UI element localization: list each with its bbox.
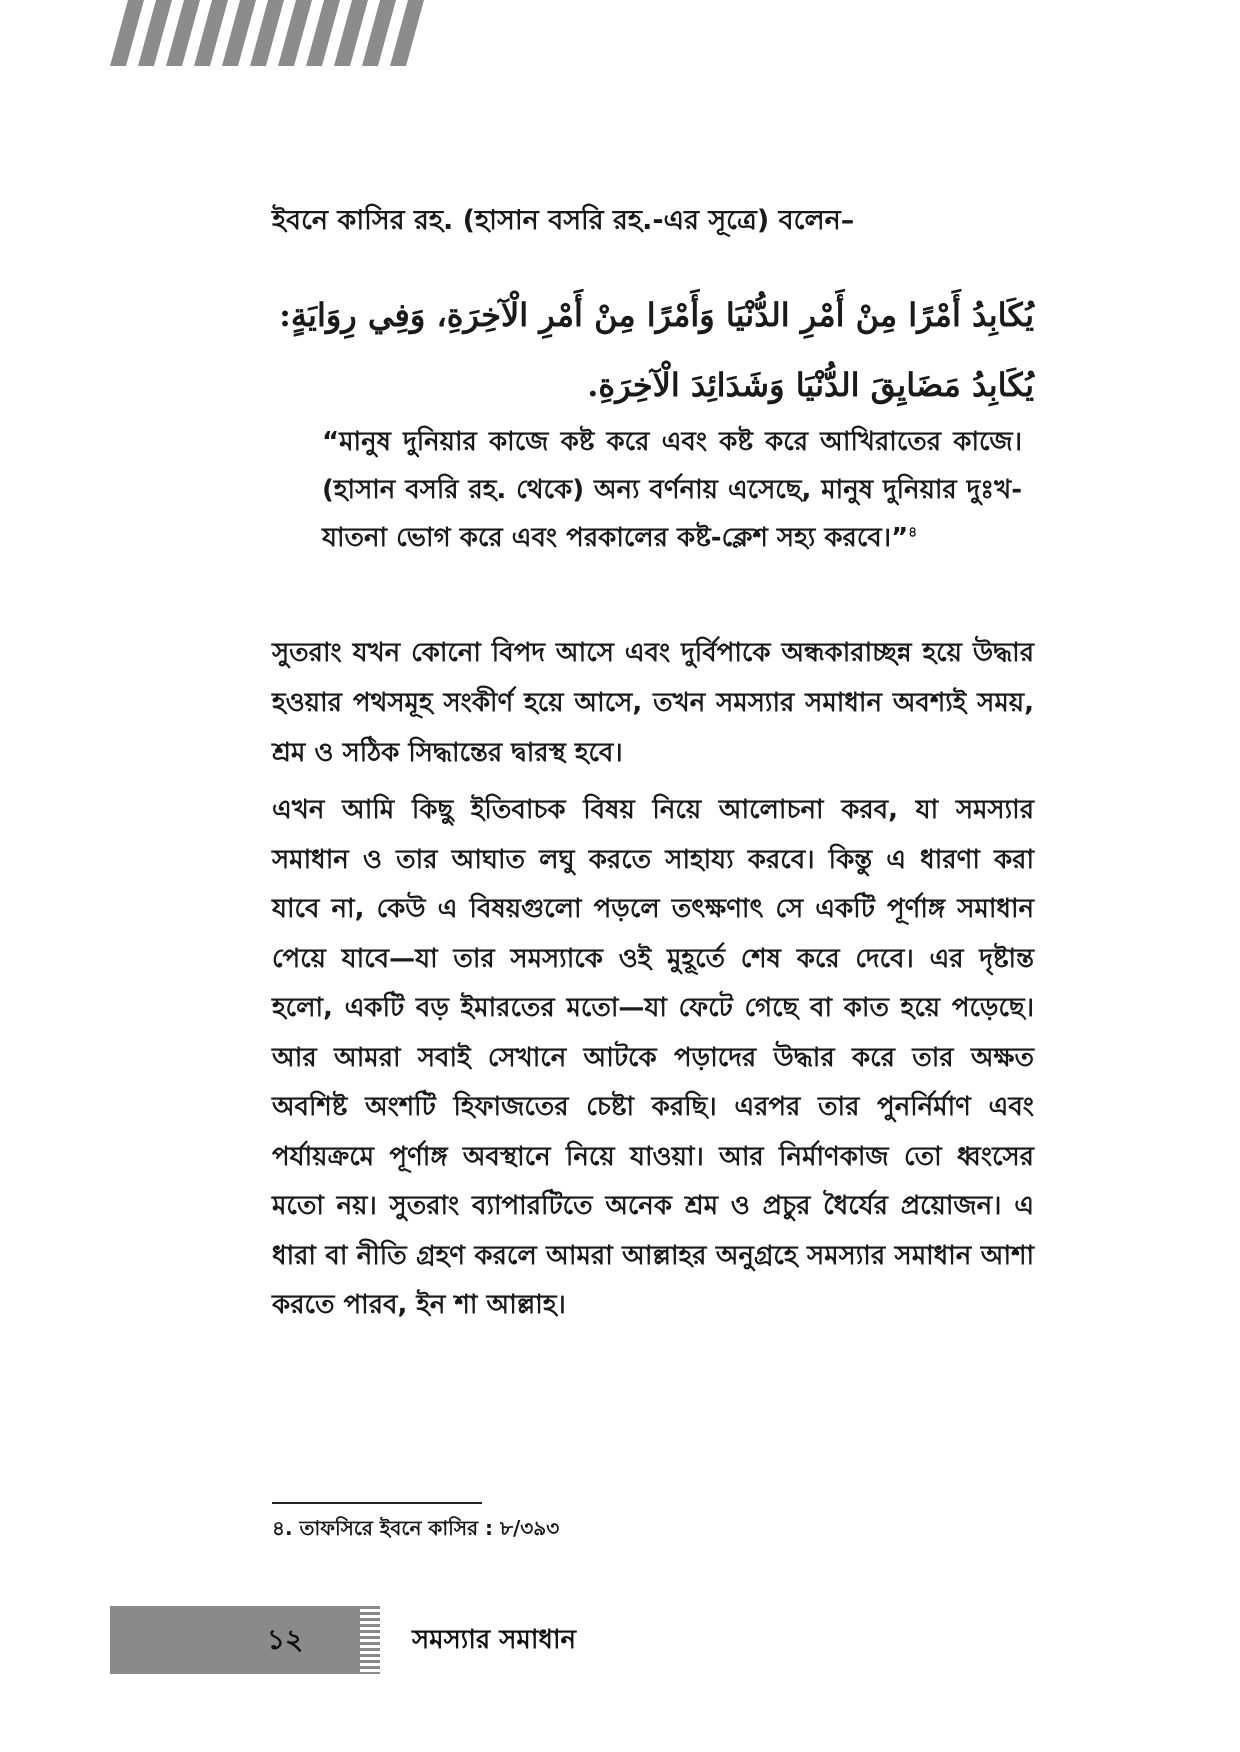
footnote-reference: ৪ — [908, 524, 918, 541]
body-paragraph-2: এখন আমি কিছু ইতিবাচক বিষয় নিয়ে আলোচনা করব, যা সমস্যার সমাধান ও তার আঘাত লঘু করতে সাহায্য করবে। কিন্তু এ ধারণা করা যাবে না, কেউ এ বিষয়গুলো পড়লে তৎক্ষণাৎ সে একটি পূর্ণাঙ্গ সমাধান পেয়ে যাবে—যা তার সমস্যাকে ওই মুহূর্তে শেষ করে দেবে। এর দৃষ্টান্ত হলো, একটি বড় ইমারতের মতো—যা ফেটে গেছে বা কাত হয়ে পড়েছে। আর আমরা সবাই সেখানে আটকে পড়াদের উদ্ধার করে তার অক্ষত অবশিষ্ট অংশটি হিফাজতের চেষ্টা করছি। এরপর তার পুনর্নির্মাণ এবং পর্যায়ক্রমে পূর্ণাঙ্গ অবস্থানে নিয়ে যাওয়া। আর নির্মাণকাজ তো ধ্বংসের মতো নয়। সুতরাং ব্যাপারটিতে অনেক শ্রম ও প্রচুর ধৈর্যের প্রয়োজন। এ ধারা বা নীতি গ্রহণ করলে আমরা আল্লাহর অনুগ্রহে সমস্যার সমাধান আশা করতে পারব, ইন শা আল্লাহ। — [272, 795, 1034, 1320]
intro-line: ইবনে কাসির রহ. (হাসান বসরি রহ.-এর সূত্রে) বলেন– — [272, 205, 855, 236]
footnote: ৪. তাফসিরে ইবনে কাসির : ৮/৩৯৩ — [272, 1516, 560, 1540]
running-title: সমস্যার সমাধান — [412, 1625, 577, 1655]
arabic-line-2: يُكَابِدُ مَضَايِقَ الدُّنْيَا وَشَدَائِدَ الْآخِرَةِ. — [587, 366, 1034, 404]
header-stripes-decoration — [110, 0, 440, 66]
arabic-line-1: يُكَابِدُ أَمْرًا مِنْ أَمْرِ الدُّنْيَا وَأَمْرًا مِنْ أَمْرِ الْآخِرَةِ، وَفِي رِوَايَةٍ: — [279, 296, 1034, 334]
body-paragraph-1: সুতরাং যখন কোনো বিপদ আসে এবং দুর্বিপাকে অন্ধকারাচ্ছন্ন হয়ে উদ্ধার হওয়ার পথসমূহ সংকীর্ণ হয়ে আসে, তখন সমস্যার সমাধান অবশ্যই সময়, শ্রম ও সঠিক সিদ্ধান্তের দ্বারস্থ হবে। — [272, 638, 1034, 768]
footer-bar-edge-decoration — [360, 1606, 380, 1674]
arabic-quote — [279, 280, 1034, 420]
quote-text: “মানুষ দুনিয়ার কাজে কষ্ট করে এবং কষ্ট করে আখিরাতের কাজে। (হাসান বসরি রহ. থেকে) অন্য বর্ণনায় এসেছে, মানুষ দুনিয়ার দুঃখ-যাতনা ভোগ করে এবং পরকালের কষ্ট-ক্লেশ সহ্য করবে।” — [322, 427, 1022, 553]
footnote-divider — [272, 1502, 482, 1504]
translation-quote — [322, 418, 1022, 562]
page-number: ১২ — [266, 1623, 304, 1656]
